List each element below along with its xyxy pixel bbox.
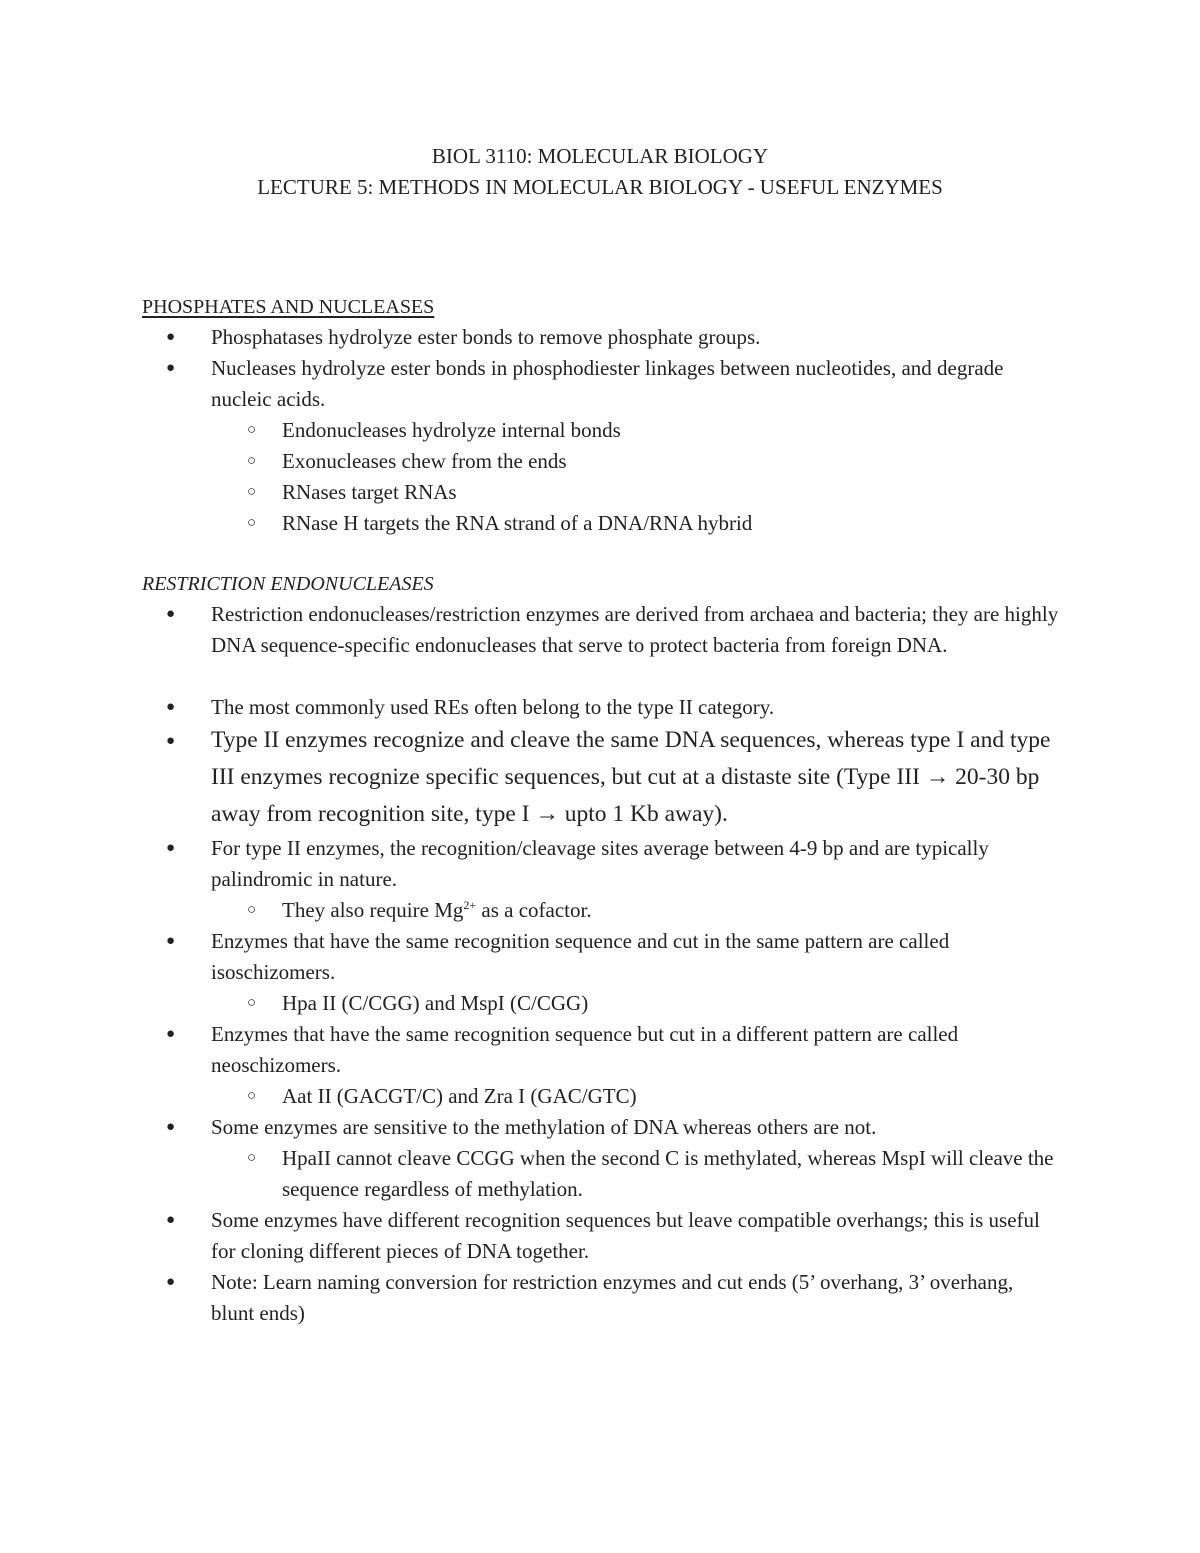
- list-item: Some enzymes are sensitive to the methylation of DNA whereas others are not.: [211, 1115, 877, 1139]
- sub-list-item: HpaII cannot cleave CCGG when the second C is methylated, whereas MspI will cleave the sequence regardless of methylation.: [282, 1146, 1054, 1201]
- list-item: Restriction endonucleases/restriction enzymes are derived from archaea and bacteria; they are highly DNA sequence-specific endonucleases that serve to protect bacteria from foreign DNA.: [211, 602, 1059, 657]
- sub-bullet-icon: ○: [247, 1088, 257, 1104]
- sub-bullet-icon: ○: [247, 422, 257, 438]
- sub-list-item: RNases target RNAs: [282, 480, 457, 504]
- sub-bullet-icon: ○: [247, 453, 257, 469]
- bullet-icon: ●: [166, 1026, 176, 1042]
- list-item: Enzymes that have the same recognition sequence but cut in a different pattern are called neoschizomers.: [211, 1022, 959, 1077]
- sub-list-item-text: as a cofactor.: [476, 898, 592, 922]
- sub-list-item: Endonucleases hydrolyze internal bonds: [282, 418, 621, 442]
- section-heading-restriction: RESTRICTION ENDONUCLEASES: [142, 573, 434, 595]
- sub-list-item: [282, 895, 1072, 926]
- sub-list-item: Exonucleases chew from the ends: [282, 449, 567, 473]
- list-item: Phosphatases hydrolyze ester bonds to remove phosphate groups.: [211, 325, 761, 349]
- bullet-icon: ●: [166, 1274, 176, 1290]
- list-item: Note: Learn naming conversion for restriction enzymes and cut ends (5’ overhang, 3’ overhang, blunt ends): [211, 1270, 1014, 1325]
- bullet-icon: ●: [166, 840, 176, 856]
- sub-list-item: Hpa II (C/CGG) and MspI (C/CGG): [282, 991, 589, 1015]
- sub-bullet-icon: ○: [247, 515, 257, 531]
- bullet-icon: ●: [166, 360, 176, 376]
- section-heading-phosphates: PHOSPHATES AND NUCLEASES: [142, 296, 435, 318]
- lecture-title: LECTURE 5: METHODS IN MOLECULAR BIOLOGY - USEFUL ENZYMES: [257, 175, 943, 199]
- sub-list-item: RNase H targets the RNA strand of a DNA/RNA hybrid: [282, 511, 753, 535]
- superscript: 2+: [463, 898, 477, 912]
- bullet-icon: ●: [166, 1119, 176, 1135]
- sub-bullet-icon: ○: [247, 902, 257, 918]
- sub-list-item-text: They also require Mg: [282, 898, 464, 922]
- list-item: For type II enzymes, the recognition/cleavage sites average between 4-9 bp and are typically palindromic in nature.: [211, 836, 989, 891]
- bullet-icon: ●: [166, 606, 176, 622]
- bullet-icon: ●: [166, 1212, 176, 1228]
- list-item: Enzymes that have the same recognition sequence and cut in the same pattern are called isoschizomers.: [211, 929, 950, 984]
- bullet-icon: ●: [166, 933, 176, 949]
- bullet-icon: ●: [166, 329, 176, 345]
- bullet-icon: ●: [166, 699, 176, 715]
- list-item: Some enzymes have different recognition sequences but leave compatible overhangs; this is useful for cloning different pieces of DNA together.: [211, 1208, 1040, 1263]
- list-item: Type II enzymes recognize and cleave the same DNA sequences, whereas type I and type III enzymes recognize specific sequences, but cut at a distaste site (Type III → 20-30 bp away from recognition site, type I → upto 1 Kb away).: [211, 727, 1051, 827]
- sub-bullet-icon: ○: [247, 995, 257, 1011]
- bullet-icon: ●: [166, 733, 176, 749]
- list-item: The most commonly used REs often belong to the type II category.: [211, 695, 775, 719]
- sub-bullet-icon: ○: [247, 1150, 257, 1166]
- course-title: BIOL 3110: MOLECULAR BIOLOGY: [431, 144, 769, 168]
- sub-list-item: Aat II (GACGT/C) and Zra I (GAC/GTC): [282, 1084, 637, 1108]
- sub-bullet-icon: ○: [247, 484, 257, 500]
- list-item: Nucleases hydrolyze ester bonds in phosphodiester linkages between nucleotides, and degrade nucleic acids.: [211, 356, 1004, 411]
